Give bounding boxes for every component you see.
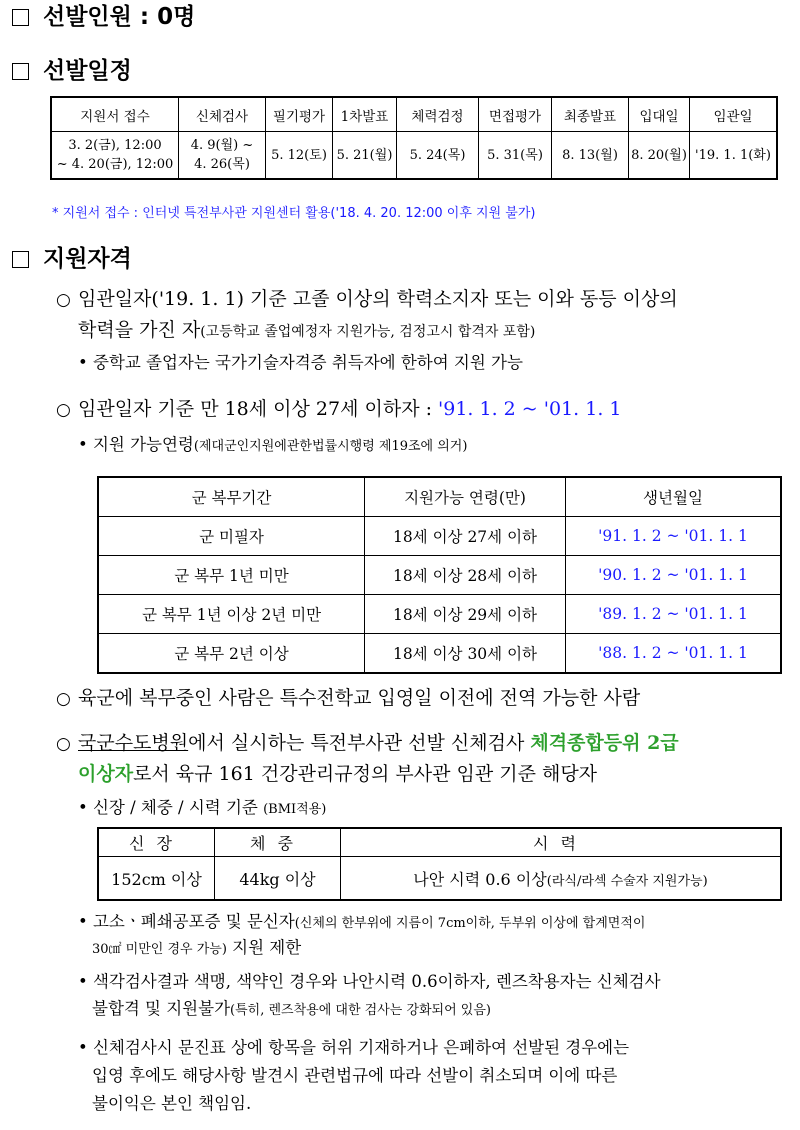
text-small: (신체의 한부위에 지름이 7cm이하, 두부위 이상에 합계면적이	[294, 916, 646, 931]
text-main: 신체검사시 문진표 상에 항목을 허위 기재하거나 은폐하여 선발된 경우에는	[92, 1038, 630, 1057]
eligibility-age	[78, 394, 622, 425]
text-small: (라식/라섹 수술자 지원가능)	[546, 873, 708, 889]
table-cell	[179, 132, 266, 180]
text-line: 불이익은 본인 책임임.	[92, 1094, 252, 1113]
cell-line: 3. 2(금), 12:00	[68, 138, 162, 153]
checkbox-square-icon	[12, 251, 29, 268]
cell-line: ~ 4. 20(금), 12:00	[56, 157, 174, 172]
text-line	[78, 1034, 788, 1062]
note-vision	[78, 968, 788, 1024]
heading-text: 선발일정	[43, 58, 132, 84]
table-cell: 8. 20(월)	[629, 132, 690, 180]
checkbox-square-icon	[12, 9, 29, 26]
table-header-row	[51, 97, 777, 132]
age-table	[97, 476, 782, 674]
checkbox-square-icon	[12, 63, 29, 80]
table-cell: '89. 1. 2 ~ '01. 1. 1	[566, 595, 782, 634]
table-cell: '88. 1. 2 ~ '01. 1. 1	[566, 634, 782, 674]
table-cell: 5. 12(토)	[266, 132, 333, 180]
text-line	[78, 968, 788, 995]
dot-bullet-icon: •	[78, 435, 88, 454]
text-main: 임관일자 기준 만 18세 이상 27세 이하자 :	[78, 398, 439, 420]
header-cell: 신체검사	[179, 97, 266, 132]
text-main: 로서 육규 161 건강관리규정의 부사관 임관 기준 해당자	[133, 763, 598, 785]
table-cell: 44kg 이상	[215, 857, 341, 901]
table-header-row	[98, 477, 781, 517]
grade-highlight: 체격종합등위 2급	[530, 732, 679, 754]
text-line	[78, 936, 788, 962]
table-row	[98, 857, 781, 901]
table-header-row	[98, 828, 781, 857]
dot-bullet-icon: •	[78, 798, 88, 817]
body-standard-table	[97, 827, 782, 901]
table-cell: 5. 21(월)	[333, 132, 397, 180]
text-main: 중학교 졸업자는 국가기술자격증 취득자에 한하여 지원 가능	[92, 353, 523, 372]
header-cell: 시력	[341, 828, 782, 857]
text-main: 학력을 가진 자	[78, 319, 201, 341]
table-cell: 18세 이상 30세 이하	[365, 634, 566, 674]
eligibility-education	[78, 284, 678, 348]
text-main: 에서 실시하는 특전부사관 선발 신체검사	[188, 732, 531, 754]
table-cell: '19. 1. 1(화)	[690, 132, 778, 180]
header-cell: 체력검정	[397, 97, 479, 132]
table-cell: 18세 이상 27세 이하	[365, 517, 566, 556]
table-row	[98, 595, 781, 634]
circle-bullet-icon: ○	[56, 290, 71, 310]
text-small: (특히, 렌즈착용에 대한 검사는 강화되어 있음)	[230, 1003, 491, 1018]
table-cell: 군 복무 2년 이상	[98, 634, 365, 674]
table-cell: '90. 1. 2 ~ '01. 1. 1	[566, 556, 782, 595]
header-cell: 신장	[98, 828, 215, 857]
text-line	[78, 759, 679, 790]
table-cell: 5. 31(목)	[479, 132, 552, 180]
header-cell: 지원서 접수	[51, 97, 179, 132]
section-heading-quota	[12, 2, 195, 32]
circle-bullet-icon: ○	[56, 400, 71, 420]
section-heading-schedule	[12, 56, 132, 86]
text-main: 신장 / 체중 / 시력 기준	[92, 798, 264, 817]
table-cell: 군 복무 1년 이상 2년 미만	[98, 595, 365, 634]
heading-text: 선발인원 : 0명	[43, 4, 196, 30]
hospital-name: 국군수도병원	[78, 732, 189, 754]
header-cell: 생년월일	[566, 477, 782, 517]
header-cell: 최종발표	[552, 97, 629, 132]
text-line: 입영 후에도 해당사항 발견시 관련법규에 따라 선발이 취소되며 이에 따른	[92, 1066, 618, 1085]
dot-bullet-icon: •	[78, 972, 88, 991]
schedule-note: * 지원서 접수 : 인터넷 특전부사관 지원센터 활용('18. 4. 20. 12:00 이후 지원 불가)	[52, 206, 536, 221]
text-small: (제대군인지원에관한법률시행령 제19조에 의거)	[193, 439, 468, 454]
circle-bullet-icon: ○	[56, 689, 71, 709]
header-cell: 군 복무기간	[98, 477, 365, 517]
text-small: (BMI적용)	[263, 802, 327, 817]
text-line	[78, 910, 788, 936]
header-cell: 필기평가	[266, 97, 333, 132]
table-cell	[51, 132, 179, 180]
header-cell: 임관일	[690, 97, 778, 132]
schedule-table	[50, 96, 778, 180]
table-row	[98, 634, 781, 674]
text-small: 30㎠ 미만인 경우 가능)	[92, 942, 227, 957]
text-line	[78, 728, 679, 759]
dot-bullet-icon: •	[78, 912, 88, 931]
text-main: 불합격 및 지원불가	[92, 999, 231, 1018]
table-row	[51, 132, 777, 180]
text-small: (고등학교 졸업예정자 지원가능, 검정고시 합격자 포함)	[200, 324, 536, 340]
eligibility-army: 육군에 복무중인 사람은 특수전학교 입영일 이전에 전역 가능한 사람	[78, 687, 641, 709]
heading-text: 지원자격	[43, 246, 132, 272]
table-cell: 군 복무 1년 미만	[98, 556, 365, 595]
text-main: 지원 가능연령	[92, 435, 194, 454]
table-cell: 18세 이상 28세 이하	[365, 556, 566, 595]
header-cell: 체중	[215, 828, 341, 857]
cell-line: 4. 26(목)	[194, 157, 250, 172]
header-cell: 1차발표	[333, 97, 397, 132]
circle-bullet-icon: ○	[56, 734, 71, 754]
table-cell: 8. 13(월)	[552, 132, 629, 180]
dot-bullet-icon: •	[78, 353, 88, 372]
text-line	[78, 995, 788, 1024]
age-range: '91. 1. 2 ~ '01. 1. 1	[438, 398, 622, 420]
table-cell: 5. 24(목)	[397, 132, 479, 180]
header-cell: 면접평가	[479, 97, 552, 132]
dot-bullet-icon: •	[78, 1038, 88, 1057]
eligibility-age-sub	[78, 433, 467, 459]
text-main: 고소ㆍ폐쇄공포증 및 문신자	[92, 912, 295, 931]
table-cell: 152cm 이상	[98, 857, 215, 901]
table-row	[98, 556, 781, 595]
eligibility-education-sub	[78, 351, 523, 375]
table-cell	[341, 857, 782, 901]
text-line: 임관일자('19. 1. 1) 기준 고졸 이상의 학력소지자 또는 이와 동등 이상의	[78, 288, 678, 310]
note-phobia-tattoo	[78, 910, 788, 962]
cell-line: 4. 9(월) ~	[190, 138, 254, 153]
header-cell: 지원가능 연령(만)	[365, 477, 566, 517]
physical-standard-sub	[78, 796, 326, 822]
table-cell: 군 미필자	[98, 517, 365, 556]
text-main: 색각검사결과 색맹, 색약인 경우와 나안시력 0.6이하자, 렌즈착용자는 신체검사	[92, 972, 661, 991]
text-main: 지원 제한	[226, 938, 302, 957]
grade-highlight: 이상자	[78, 763, 134, 785]
table-row	[98, 517, 781, 556]
table-cell: '91. 1. 2 ~ '01. 1. 1	[566, 517, 782, 556]
text-line	[78, 315, 678, 348]
section-heading-eligibility	[12, 244, 132, 274]
header-cell: 입대일	[629, 97, 690, 132]
text-main: 나안 시력 0.6 이상	[413, 869, 547, 889]
table-cell: 18세 이상 29세 이하	[365, 595, 566, 634]
eligibility-physical	[78, 728, 679, 790]
note-false-report	[78, 1034, 788, 1118]
